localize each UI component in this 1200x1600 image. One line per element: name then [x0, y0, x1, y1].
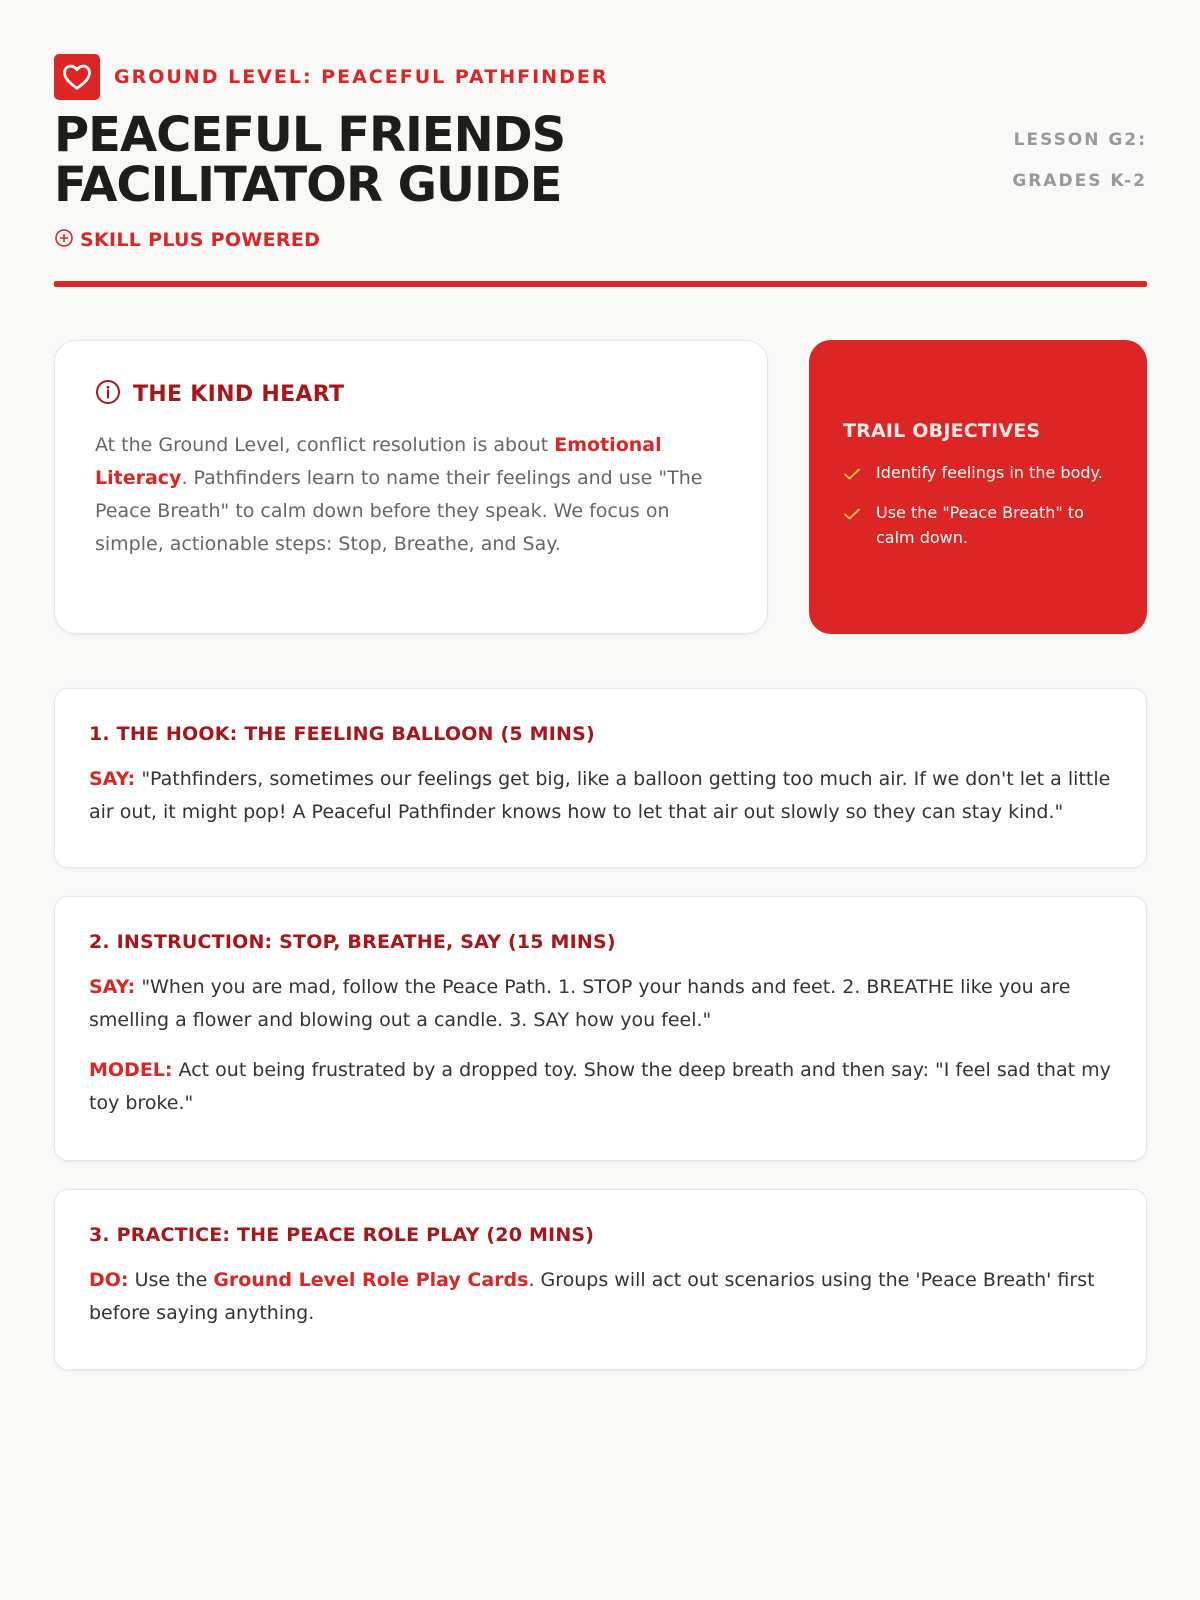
title-line-1: PEACEFUL FRIENDS	[54, 107, 566, 163]
objective-item	[843, 460, 1115, 488]
info-icon	[95, 379, 121, 409]
lesson-meta	[1012, 120, 1147, 202]
check-icon	[843, 463, 861, 488]
kind-heart-text-part: At the Ground Level, conflict resolution is about	[95, 434, 555, 456]
section-hook	[54, 688, 1147, 868]
brand-row	[54, 54, 608, 100]
powered-label: SKILL PLUS POWERED	[80, 229, 321, 251]
objective-text: Use the "Peace Breath" to calm down.	[876, 503, 1084, 547]
say-label: SAY:	[89, 768, 136, 790]
powered-badge	[54, 228, 320, 252]
say-paragraph	[89, 971, 1112, 1037]
emotional-literacy-highlight: Emotional Literacy	[95, 434, 662, 489]
kind-heart-title: THE KIND HEART	[133, 381, 345, 407]
kind-heart-header	[95, 379, 727, 409]
model-paragraph	[89, 1054, 1112, 1120]
section-title: 2. INSTRUCTION: STOP, BREATHE, SAY (15 MINS)	[89, 931, 616, 953]
header-divider	[54, 281, 1147, 287]
heart-icon	[54, 54, 100, 100]
page-title	[54, 107, 674, 213]
section-practice	[54, 1189, 1147, 1370]
do-paragraph	[89, 1264, 1112, 1330]
kind-heart-text-part: . Pathfinders learn to name their feelings and use "The Peace Breath" to calm down before they speak. We focus on simple, actionable steps: Stop, Breathe, and Say.	[95, 467, 703, 555]
grades-label: GRADES K-2	[1012, 171, 1147, 191]
brand-label: GROUND LEVEL: PEACEFUL PATHFINDER	[114, 66, 609, 88]
section-title: 1. THE HOOK: THE FEELING BALLOON (5 MINS)	[89, 723, 595, 745]
say-label: SAY:	[89, 976, 136, 998]
objective-text: Identify feelings in the body.	[876, 463, 1103, 482]
do-text: Use the	[128, 1269, 214, 1291]
section-instruction	[54, 896, 1147, 1161]
section-title: 3. PRACTICE: THE PEACE ROLE PLAY (20 MINS)	[89, 1224, 595, 1246]
kind-heart-card	[54, 340, 768, 634]
role-play-cards-highlight: Ground Level Role Play Cards	[213, 1269, 529, 1291]
say-text: "When you are mad, follow the Peace Path. 1. STOP your hands and feet. 2. BREATHE like you are smelling a flower and blowing out a candle. 3. SAY how you feel."	[89, 976, 1071, 1031]
model-text: Act out being frustrated by a dropped toy. Show the deep breath and then say: "I feel sad that my toy broke."	[89, 1059, 1111, 1114]
check-icon	[843, 503, 861, 528]
do-text: . Groups will act out scenarios using the 'Peace Breath' first before saying anything.	[89, 1269, 1095, 1324]
plus-circle-icon	[54, 228, 74, 252]
say-text: "Pathfinders, sometimes our feelings get big, like a balloon getting too much air. If we don't let a little air out, it might pop! A Peaceful Pathfinder knows how to let that air out slowly so they can stay kind."	[89, 768, 1111, 823]
model-label: MODEL:	[89, 1059, 173, 1081]
objectives-list	[843, 460, 1115, 550]
trail-objectives-card	[809, 340, 1147, 634]
do-label: DO:	[89, 1269, 129, 1291]
objective-item	[843, 500, 1115, 550]
say-paragraph	[89, 763, 1112, 829]
kind-heart-text	[95, 429, 727, 561]
lesson-label: LESSON G2:	[1013, 130, 1147, 150]
objectives-title: TRAIL OBJECTIVES	[843, 420, 1041, 442]
title-line-2: FACILITATOR GUIDE	[54, 157, 562, 213]
